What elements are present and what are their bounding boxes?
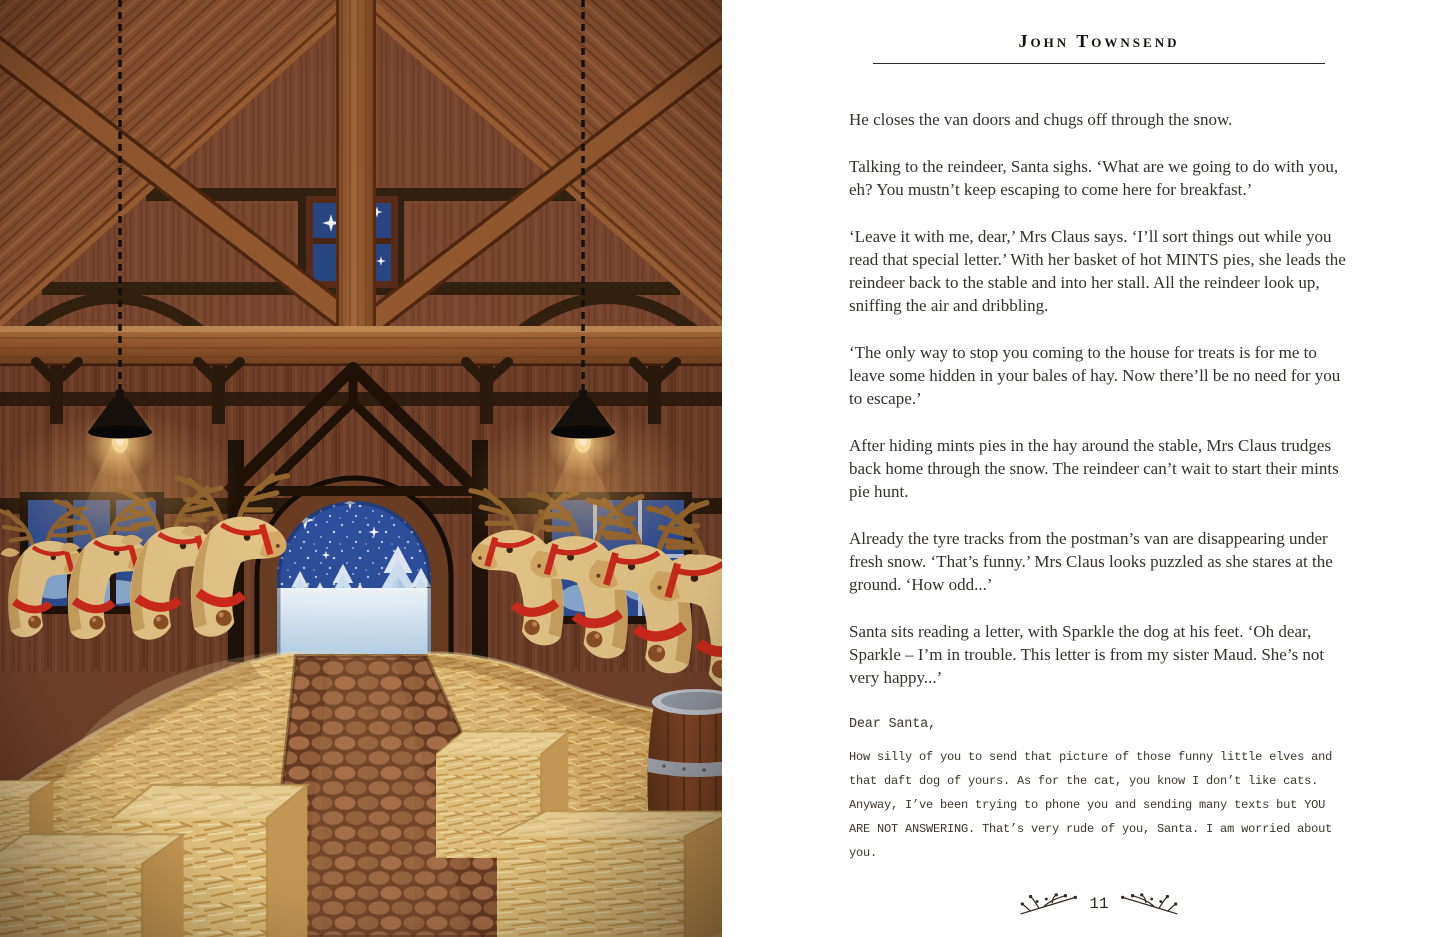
story-paragraph: Santa sits reading a letter, with Sparkle the dog at his feet. ‘Oh dear, Sparkle – I’m in trouble. This letter is from my sister Maud. She’s not very happy...’ bbox=[849, 622, 1325, 687]
twig-ornament-left bbox=[1019, 891, 1077, 917]
story-paragraph: Talking to the reindeer, Santa sighs. ‘What are we going to do with you, eh? You mustn’t keep escaping to come here for breakfast.’ bbox=[849, 157, 1339, 199]
story-text bbox=[849, 108, 1349, 865]
story-paragraph: After hiding mints pies in the hay around the stable, Mrs Claus trudges back home through the snow. The reindeer can’t wait to start their mints pie hunt. bbox=[849, 436, 1339, 501]
story-paragraph: ‘Leave it with me, dear,’ Mrs Claus says. ‘I’ll sort things out while you read that special letter.’ With her basket of hot MINTS pies, she leads the reindeer back to the stable and into her stall. All the reindeer look up, sniffing the air and dribbling. bbox=[849, 227, 1346, 315]
text-page bbox=[722, 0, 1445, 937]
story-paragraph: He closes the van doors and chugs off through the snow. bbox=[849, 110, 1233, 129]
letter-body: How silly of you to send that picture of those funny little elves and that daft dog of yours. As for the cat, you know I don’t like cats. Anyway, I’ve been trying to phone you and sending many texts but YOU ARE NOT ANSWERING. That’s very rude of you, Santa. I am worried about you. bbox=[849, 750, 1333, 860]
story-paragraph: Already the tyre tracks from the postman’s van are disappearing under fresh snow. ‘That’s funny.’ Mrs Claus looks puzzled as she stares at the ground. ‘How odd...’ bbox=[849, 529, 1333, 594]
story-paragraph: ‘The only way to stop you coming to the house for treats is for me to leave some hidden in your bales of hay. Now there’ll be no need for you to escape.’ bbox=[849, 343, 1341, 408]
twig-ornament-right bbox=[1121, 891, 1179, 917]
header-rule bbox=[873, 63, 1325, 64]
letter-salutation: Dear Santa, bbox=[849, 717, 936, 732]
page-number: 11 bbox=[1089, 895, 1109, 913]
vignette bbox=[0, 0, 722, 937]
stable-illustration bbox=[0, 0, 722, 937]
author-header: John Townsend bbox=[1018, 31, 1180, 51]
page-footer bbox=[849, 891, 1349, 917]
page-header bbox=[849, 30, 1349, 64]
stable-illustration-svg bbox=[0, 0, 722, 937]
